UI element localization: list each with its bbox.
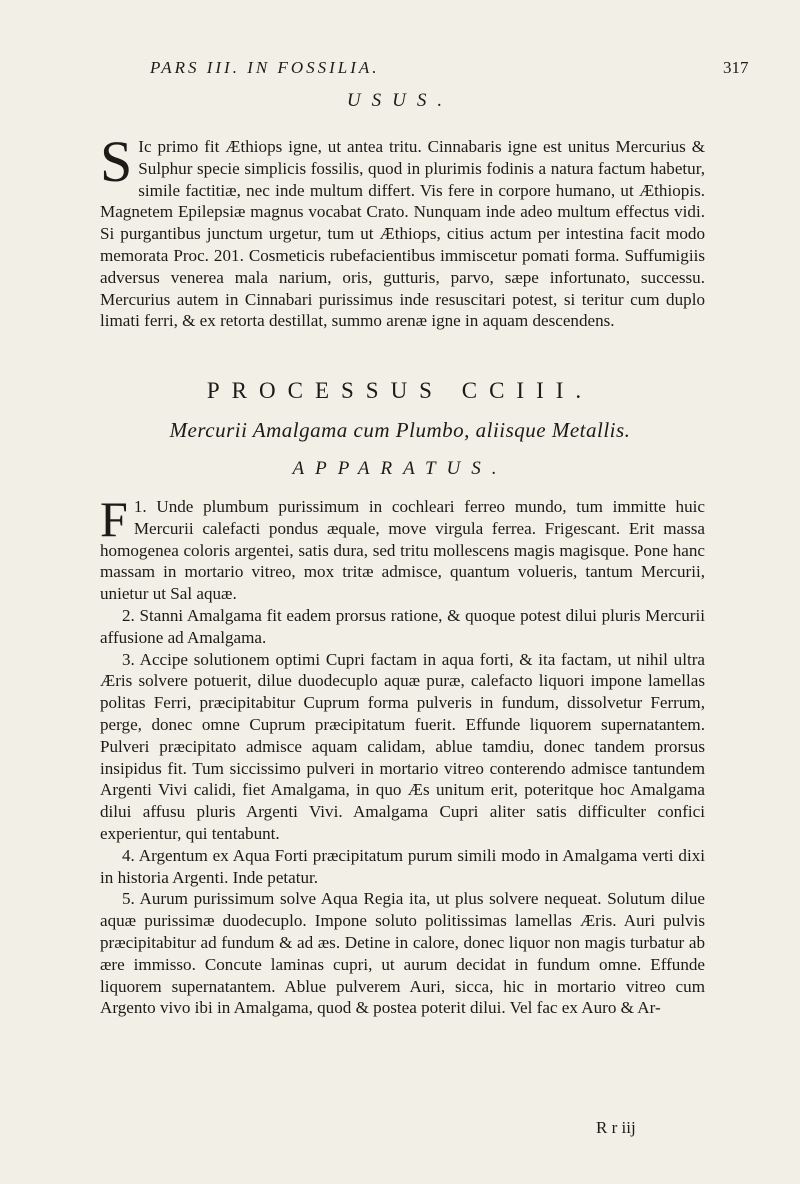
usus-drop-cap: S <box>100 129 133 194</box>
processus-subtitle: Mercurii Amalgama cum Plumbo, aliisque Metallis. <box>169 418 631 442</box>
apparatus-paragraph-4: 4. Argentum ex Aqua Forti præcipitatum purum simili modo in Amalgama verti dixi in historia Argenti. Inde petatur. <box>100 845 705 887</box>
apparatus-drop-cap: F <box>100 491 128 547</box>
usus-paragraph <box>100 129 705 332</box>
usus-text: Ic primo fit Æthiops igne, ut antea tritu. Cinnabaris igne est unitus Mercurius & Sulphur specie simplicis fossilis, quod in plurimis fodinis a natura factum habetur, simile factitiæ, nec inde multum differt. Vis fere in corpore humano, ut Æthiopis. Magnetem Epilepsiæ magnus vocabat Crato. Nunquam inde adeo multum effectus vidi. Si purgantibus junctum urgetur, tum ut Æthiops, citius actum per intestina facit modo memorata Proc. 201. Cosmeticis rubefacientibus immiscetur pomati forma. Suffumigiis adversus venerea mala narium, oris, gutturis, parvo, sæpe infortunato, successu. Mercurius autem in Cinnabari purissimus inde resuscitari potest, si teritur cum duplo limati ferri, & ex retorta destillat, summo arenæ igne in aquam descendens. <box>100 137 705 331</box>
apparatus-paragraph-1: F 1. Unde plumbum purissimum in cochleari ferreo mundo, tum immitte huic Mercurii calefacti pondus æquale, move virgula ferrea. Frigescant. Erit massa homogenea coloris argentei, satis dura, sed tritu mollescens magis magisque. Pone hanc massam in mortario vitreo, mox tritæ admisce, quantum volueris, tantum Mercurii, unietur ut Sal aquæ. <box>100 491 705 604</box>
apparatus-text <box>100 491 705 1019</box>
signature-mark: R r iij <box>596 1118 636 1137</box>
apparatus-paragraph-5: 5. Aurum purissimum solve Aqua Regia ita, ut plus solvere nequeat. Solutum dilue aquæ purissimæ duodecuplo. Impone soluto politissimas lamellas Æris. Auri pulvis præcipitabitur ad fundum & ad æs. Detine in calore, donec liquor non magis turbatur ab ære immisso. Concute laminas cupri, ut aurum decidat in fundum omne. Effunde liquorem supernatantem. Ablue pulverem Auri, sicca, hic in mortario vitreo cum Argento vivo ibi in Amalgama, quod & postea poterit dilui. Vel fac ex Auro & Ar- <box>100 889 705 1018</box>
usus-heading: USUS. <box>346 90 454 111</box>
page-number: 317 <box>723 58 749 77</box>
apparatus-paragraph-2: 2. Stanni Amalgama fit eadem prorsus ratione, & quoque potest dilui pluris Mercurii affusione ad Amalgama. <box>100 605 705 647</box>
apparatus-paragraph-3: 3. Accipe solutionem optimi Cupri factam in aqua forti, & ita factam, ut nihil ultra Æris solvere potuerit, dilue duodecuplo aquæ puræ, calefacto liquori impone lamellas politas Ferri, præcipitabitur Cuprum forma pulveris in fundum, dissolvetur Ferrum, perge, donec omne Cuprum præcipitatum fuerit. Effunde liquorem supernatantem. Pulveri præcipitato admisce aquam calidam, ablue tamdiu, donec tandem prorsus insipidus fit. Tum siccissimo pulveri in mortario vitreo conterendo admisce tantundem Argenti Vivi calidi, fiet Amalgama, in quo Æs unitum erit, poteritque hoc Amalgama dilui affusu pluris Argenti Vivi. Amalgama Cupri aliter satis difficulter confici experientur, qui tentabunt. <box>100 649 705 843</box>
processus-heading: PROCESSUS CCIII. <box>206 378 594 403</box>
apparatus-heading: APPARATUS. <box>292 458 508 479</box>
running-head-title: PARS III. IN FOSSILIA. <box>150 58 380 77</box>
